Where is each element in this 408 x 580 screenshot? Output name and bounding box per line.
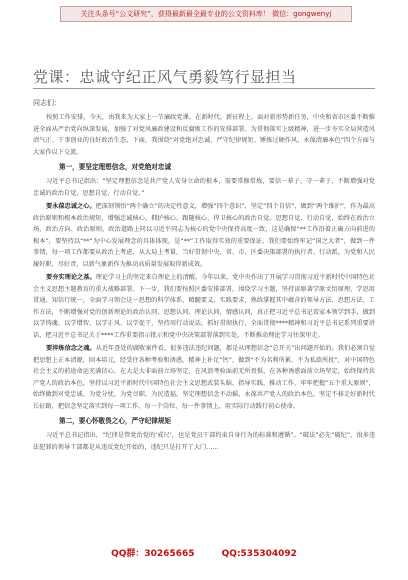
greeting: 同志们： <box>33 99 61 107</box>
body-paragraph <box>33 176 375 199</box>
body-paragraph <box>33 272 375 341</box>
paragraph-text: 从近年查处的腐败案件看，很多违法违纪问题，都是从理想信念“总开关”出问题开始的。我们必须自觉把思想上正本清源，固本培元，经受住各种考验和诱惑，精神上补足“钙”，做到“不为名利所累、不为私欲所扰”，对中国特色社会主义的前途命运充满信心，在大是大非面前立场坚定，在风浪考验面前无所畏惧，在各种诱惑面前立场坚定，始终保持共产党人的政治本色，坚持以习近平新时代中国特色社会主义思想武装头脑、指导实践、推动工作，牢牢把握“五个重大原则”，始终做到对党忠诚、为党分忧、为党尽职、为民造福，坚定理想信念不动摇，永葆共产党人的政治本色，坚定不移走好新时代长征路，把信念坚定落实到每一项工作、每一个岗位、每一件事情上，用实际行动践行初心使命。 <box>33 345 375 410</box>
promo-banner: 关注头条号“公文研究”，获得最新最全最专业的公文资料库！ 微信：gongwenyj <box>60 6 352 22</box>
document-title: 党课：忠诚守纪正风气勇毅笃行显担当 <box>33 68 297 86</box>
section-heading: 第二，要心怀敬畏之心，严守纪律规矩 <box>59 417 172 425</box>
section-heading: 第一，要坚定理想信念，对党绝对忠诚 <box>59 163 172 171</box>
paragraph-text: 理论学习上的坚定来自理论上的清醒。今年以来，党中央作出了开展学习贯彻习近平新时代中国特色社会主义思想主题教育的重大战略部署。下一步，我们要按照区委安排部署，围绕学习主题，坚持读原著学原文悟原理，学思用贯通、知信行统一，全面学习领会这一思想的科学体系、精髓要义、实践要求，熟练掌握其中蕴含的领导方法、思想方法、工作方法，不断增强对党的创新理论的政治认同、思想认同、理论认同、情感认同，真正把习近平总书记看家本领学到手，做到以学铸魂、以学增智、以学正风、以学促干，坚持用行动说话，抓好贯彻执行，全面贯彻****精神和习近平总书记系列重要讲话，把习近平总书记关于****工作重要指示批示和党中央决策部署落到实处，不断推动理论学习往深里走。 <box>33 274 376 339</box>
document-body <box>33 112 375 455</box>
body-paragraph <box>33 112 375 158</box>
paragraph-text: 把深刻领悟“两个确立”的决定性意义，增强“四个意识”、坚定“四个自信”、做到“两个维护”，作为最高政治原则和根本政治规矩，增强忠诚核心、拥护核心、跟随核心、捍卫核心的政治自觉。思想自觉、行动自觉，始终在政治立场、政治方向、政治原则、政治道路上同以习近平同志为核心的党中央保持高度一致，这是确保“**工作沿着正确方向前进的根本”，要坚持以“**”为中心发展理念的具体体现，是“**”工作取得实效的重要保证。我们要始终牢记“国之大者”，做到一件事情，每一项工作都要从政治上考虑、从大局上考量，当好贯彻中央、省、市、区委决策部署的执行者、行动派，为党和人民履好职、尽好责，以新气象新作为推动高质量发展取得新成效。 <box>33 203 375 268</box>
body-paragraph <box>33 430 375 453</box>
paragraph-lead: 要夯实理论之基。 <box>46 274 96 281</box>
paragraph-lead: 要淬炼信念之魂。 <box>46 345 96 352</box>
body-paragraph <box>33 201 375 270</box>
qq-group: QQ群：30265665 <box>111 549 195 559</box>
paragraph-text: 习近平总书记指出，“纪律是管党治党的‘戒尺’，也是党员干部约束自身行为的标准和遵循”。“破法”必先“破纪”，很多违法犯罪的领导干部都是从违反党纪开始的，违纪只是打开了大门…… <box>33 432 375 451</box>
contact-footer <box>0 546 408 559</box>
qq-number: QQ:535304092 <box>221 549 297 559</box>
paragraph-text: 习近平总书记指出：“坚定理想信念是共产党人安身立命的根本，需要常修常炼，要信一辈子、守一辈子，不断增强对党忠诚的政治自觉、思想自觉、行动自觉。” <box>33 178 375 197</box>
paragraph-text: 按照工作安排，今天，由我来为大家上一节廉政党课。在新时代、新征程上，面对新形势新任务，中央和省市区委不断推进全面从严治党向纵深发展，加强了对党风廉政建设和反腐败工作的安排部署。为贯彻落实上级精神，进一步夯实全局营造风清气正、干事创业的良好政治生态，下面，我围绕“对党绝对忠诚、严守纪律规矩、锤炼过硬作风、永葆清廉本色”四个方面与大家作以下交流。 <box>33 114 375 156</box>
body-paragraph <box>33 343 375 412</box>
title-divider <box>33 88 375 89</box>
paragraph-lead: 要永葆忠诚之心。 <box>46 203 96 210</box>
